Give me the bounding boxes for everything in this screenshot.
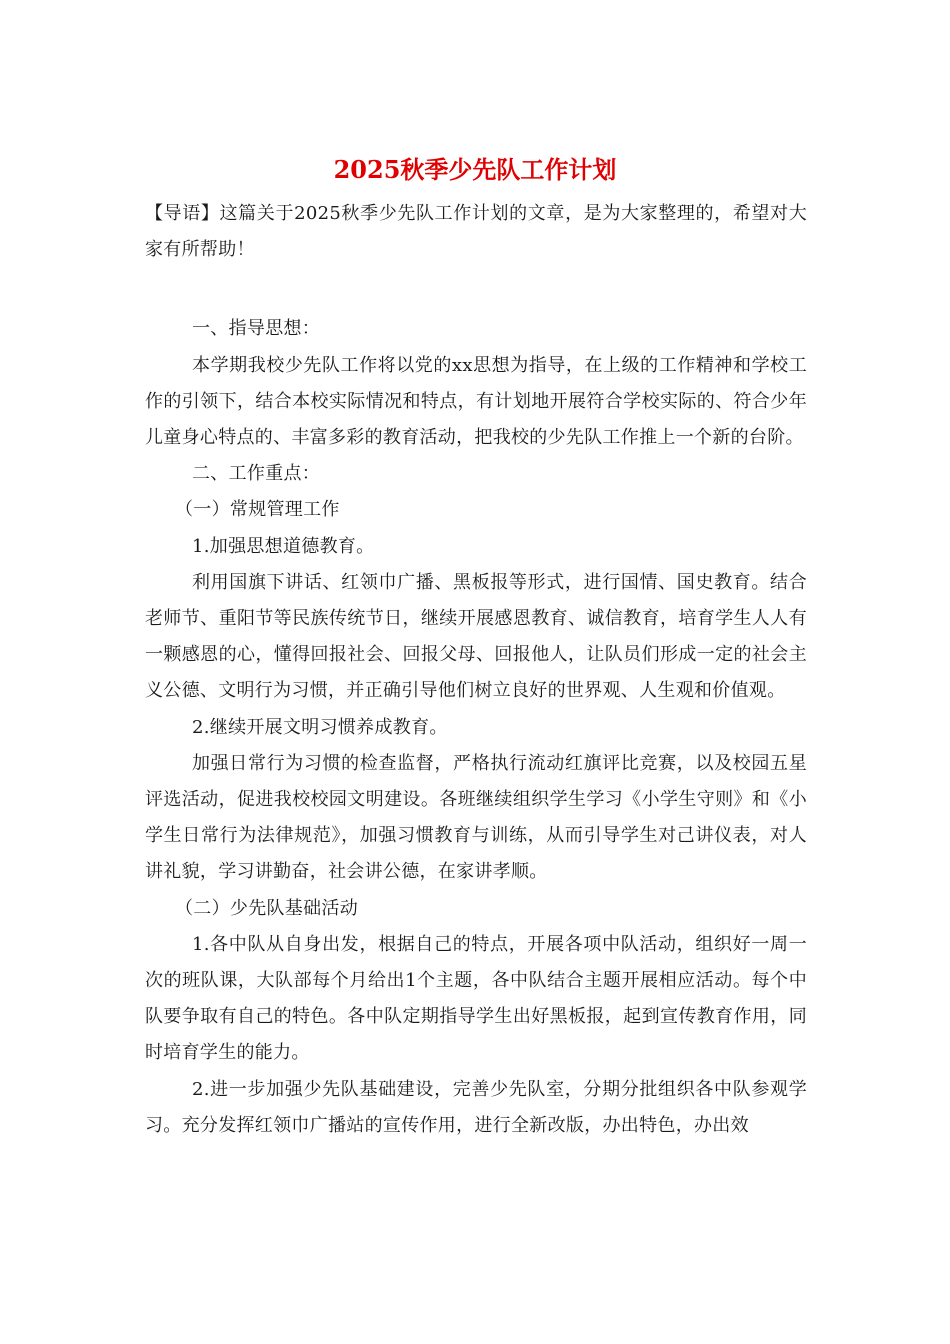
subsection-heading: （二）少先队基础活动: [175, 897, 358, 919]
section-heading: 二、工作重点：: [192, 463, 321, 485]
body-paragraph: 本学期我校少先队工作将以党的xx思想为指导，在上级的工作精神和学校工作的引领下，结合本校实际情况和特点，有计划地开展符合学校实际的、符合少年儿童身心特点的、丰富多彩的教育活动，把我校的少先队工作推上一个新的台阶。: [145, 354, 807, 449]
section-heading: 一、指导思想：: [192, 318, 321, 340]
body-paragraph: 2.进一步加强少先队基础建设，完善少先队室，分期分批组织各中队参观学习。充分发挥红领巾广播站的宣传作用，进行全新改版，办出特色，办出效: [145, 1078, 807, 1136]
body-paragraph: 利用国旗下讲话、红领巾广播、黑板报等形式，进行国情、国史教育。结合老师节、重阳节等民族传统节日，继续开展感恩教育、诚信教育，培育学生人人有一颗感恩的心，懂得回报社会、回报父母、回报他人，让队员们形成一定的社会主义公德、文明行为习惯，并正确引导他们树立良好的世界观、人生观和价值观。: [145, 571, 807, 702]
body-paragraph: 加强日常行为习惯的检查监督，严格执行流动红旗评比竞赛，以及校园五星评选活动，促进我校校园文明建设。各班继续组织学生学习《小学生守则》和《小学生日常行为法律规范》，加强习惯教育与训练，从而引导学生对己讲仪表，对人讲礼貌，学习讲勤奋，社会讲公德，在家讲孝顺。: [145, 752, 807, 883]
paragraph-spacer: [145, 268, 807, 311]
item-heading: 1.加强思想道德教育。: [192, 535, 375, 557]
document-title: 2025秋季少先队工作计划: [333, 155, 617, 184]
item-heading: 2.继续开展文明习惯养成教育。: [192, 716, 448, 738]
subsection-heading: （一）常规管理工作: [175, 499, 340, 521]
body-paragraph: 1.各中队从自身出发，根据自己的特点，开展各项中队活动，组织好一周一次的班队课，大队部每个月给出1个主题，各中队结合主题开展相应活动。每个中队要争取有自己的特色。各中队定期指导学生出好黑板报，起到宣传教育作用，同时培育学生的能力。: [145, 933, 807, 1064]
document-body: [145, 196, 807, 1144]
intro-paragraph: 【导语】这篇关于2025秋季少先队工作计划的文章，是为大家整理的，希望对大家有所帮助！: [145, 203, 807, 261]
